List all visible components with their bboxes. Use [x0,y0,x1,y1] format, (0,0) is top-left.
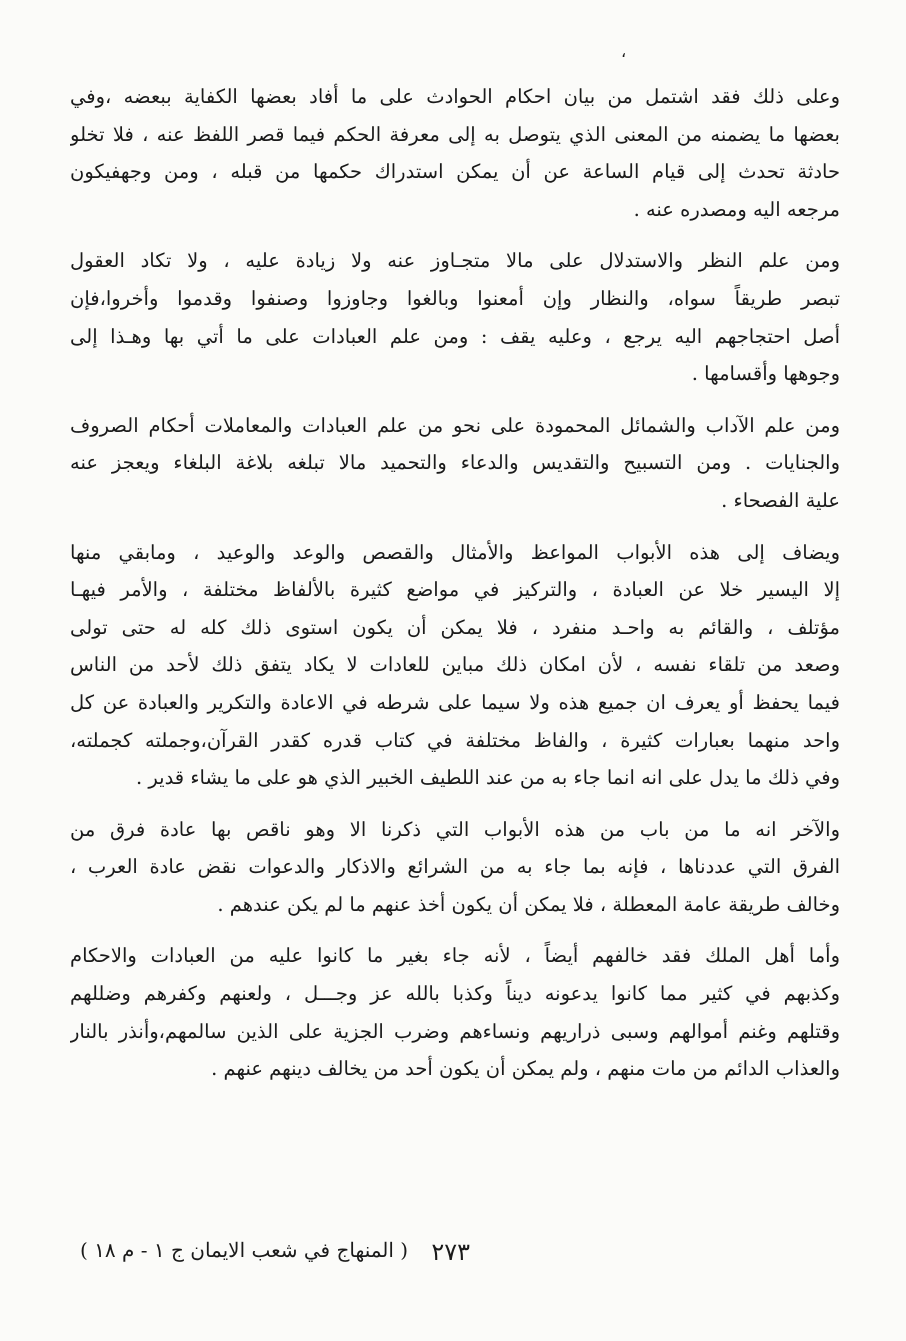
text-line: فيما يحفظ أو يعرف ان جميع هذه ولا سيما على شرطه في الاعادة والتكرير والعبادة عن كل [70,690,840,714]
paragraph-5 [70,811,840,924]
text-line: ومن علم الآداب والشمائل المحمودة على نحو من علم العبادات والمعاملات أحكام الصروف [70,413,840,437]
text-line: وفي ذلك ما يدل على انه انما جاء به من عند اللطيف الخبير الذي هو على ما يشاء قدير . [135,766,840,790]
page-footer [80,1238,840,1278]
stray-mark: ، [621,42,627,61]
text-line: تبصر طريقاً سواه، والنظار وإن أمعنوا وبالغوا وجاوزوا وصنفوا وقدموا وأخروا،فإن [70,286,840,310]
text-line: مرجعه اليه ومصدره عنه . [633,197,840,221]
page-number: ٢٧٣ [431,1238,470,1266]
page-body [70,78,840,1088]
text-line: ومن علم النظر والاستدلال على مالا متجـاوز عنه ولا زيادة عليه ، ولا تكاد العقول [70,249,840,273]
text-line: والآخر انه ما من باب من هذه الأبواب التي ذكرنا الا وهو ناقص بها عادة فرق من [70,817,840,841]
text-line: وعلى ذلك فقد اشتمل من بيان احكام الحوادث على ما أفاد بعضها الكفاية ببعضه ،وفي [70,85,840,108]
text-line: بعضها ما يضمنه من المعنى الذي يتوصل به إلى معرفة الحكم فيما قصر اللفظ عنه ، فلا تخلو [70,122,840,146]
text-line: وقتلهم وغنم أموالهم وسبى ذراريهم ونساءهم وضرب الجزية على الذين سالمهم،وأنذر بالنار [70,1019,840,1043]
text-line: إلا اليسير خلا عن العبادة ، والتركيز في مواضع كثيرة بالألفاظ مختلفة ، والأمر فيهـا [70,578,840,602]
text-line: ويضاف إلى هذه الأبواب المواعظ والأمثال والقصص والوعد والوعيد ، ومابقي منها [70,540,840,564]
text-line: وكذبهم في كثير مما كانوا يدعونه ديناً وكذبا بالله عز وجـــل ، ولعنهم وكفرهم وضللهم [70,982,840,1006]
paragraph-2 [70,242,840,392]
paragraph-4 [70,534,840,797]
text-line: وخالف طريقة عامة المعطلة ، فلا يمكن أن يكون أخذ عنهم ما لم يكن عندهم . [217,892,840,916]
book-reference: ( المنهاج في شعب الايمان ج ١ - م ١٨ ) [80,1238,409,1262]
text-line: وجوهها وأقسامها . [691,362,840,386]
text-line: والعذاب الدائم من مات منهم ، ولم يمكن أن يكون أحد من يخالف دينهم عنهم . [211,1057,840,1081]
text-line: وأما أهل الملك فقد خالفهم أيضاً ، لأنه جاء بغير ما كانوا عليه من العبادات والاحكام [70,944,840,968]
paragraph-6 [70,937,840,1087]
text-line: والجنايات . ومن التسبيح والتقديس والدعاء والتحميد مالا تبلغه بلاغة البلغاء ويعجز عنه [70,451,840,475]
text-line: أصل احتجاجهم اليه يرجع ، وعليه يقف : ومن علم العبادات على ما أتي بها وهـذا إلى [70,324,840,348]
text-line: واحد منهما بعبارات كثيرة ، والفاظ مختلفة في كتاب قدره كقدر القرآن،وجملته كجملته، [70,728,840,752]
text-line: حادثة تحدث إلى قيام الساعة عن أن يمكن استدراك حكمها من قبله ، ومن وجهفيكون [70,160,840,184]
paragraph-3 [70,407,840,520]
text-line: علية الفصحاء . [721,488,840,512]
text-line: مؤتلف ، والقائم به واحـد منفرد ، فلا يمكن أن يكون استوى ذلك كله له حتى تولى [70,615,840,639]
text-line: الفرق التي عددناها ، فإنه بما جاء به من الشرائع والاذكار والدعوات نقض عادة العرب ، [70,855,840,879]
text-line: وصعد من تلقاء نفسه ، لأن امكان ذلك مباين للعادات لا يكاد يتفق ذلك لأحد من الناس [70,653,840,677]
paragraph-1 [70,78,840,228]
